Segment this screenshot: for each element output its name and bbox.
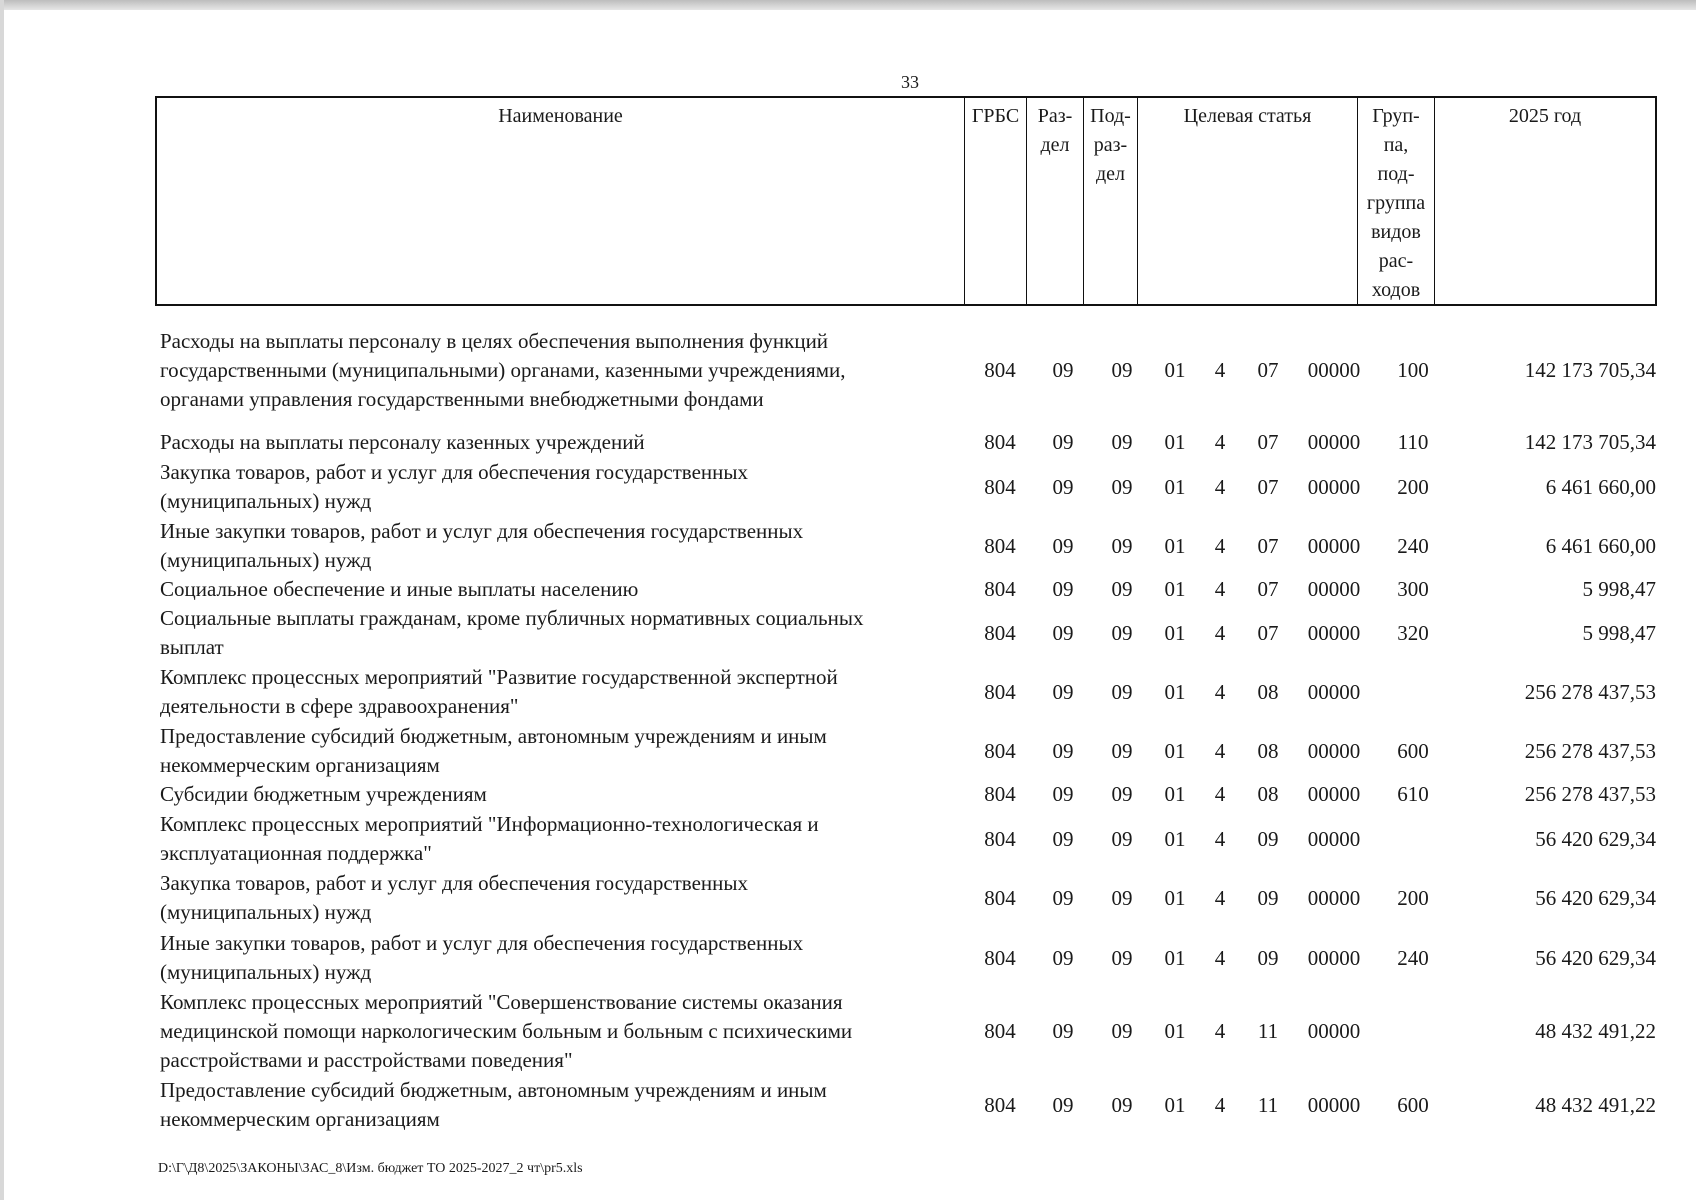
- header-target-article-label: Целевая статья: [1183, 105, 1312, 127]
- header-podrazdel: [1084, 98, 1138, 304]
- row-grbs: 804: [984, 474, 1016, 499]
- row-name-line: выплат: [160, 635, 224, 659]
- row-razdel: 09: [1052, 1019, 1074, 1043]
- row-amount: 56 420 629,34: [1535, 826, 1656, 851]
- row-razdel: 09: [1052, 577, 1074, 601]
- row-target-article-complex: 08: [1257, 679, 1279, 704]
- row-podrazdel: 09: [1111, 738, 1133, 763]
- row-podrazdel: 09: [1111, 782, 1133, 806]
- row-name: [160, 780, 960, 809]
- row-name-line: Социальное обеспечение и иные выплаты населению: [160, 577, 639, 601]
- header-razdel-line: Раз-: [1037, 105, 1073, 127]
- row-target-article-complex: 11: [1257, 1092, 1279, 1117]
- row-name-line: эксплуатационная поддержка": [160, 841, 432, 865]
- row-target-article-program: 01: [1164, 533, 1186, 558]
- row-razdel: 09: [1052, 782, 1074, 806]
- row-target-article-complex: 07: [1257, 430, 1279, 454]
- row-grbs: 804: [984, 620, 1016, 645]
- row-razdel: 09: [1052, 885, 1074, 910]
- row-target-article-direction: 00000: [1307, 826, 1361, 851]
- row-expense-group: 100: [1397, 358, 1429, 382]
- row-name-line: (муниципальных) нужд: [160, 960, 372, 984]
- row-name-line: деятельности в сфере здравоохранения": [160, 694, 519, 718]
- row-podrazdel: 09: [1111, 474, 1133, 499]
- row-podrazdel: 09: [1111, 533, 1133, 558]
- row-expense-group: 610: [1397, 782, 1429, 806]
- header-razdel-line: дел: [1040, 134, 1070, 156]
- row-amount: 6 461 660,00: [1545, 533, 1656, 558]
- row-amount: 256 278 437,53: [1524, 679, 1656, 704]
- row-name-line: Комплекс процессных мероприятий "Совершенствование системы оказания: [160, 990, 843, 1014]
- row-name: [160, 428, 960, 457]
- row-target-article-program: 01: [1164, 474, 1186, 499]
- header-grbs: [965, 98, 1027, 304]
- row-amount: 6 461 660,00: [1545, 474, 1656, 499]
- row-name-line: Иные закупки товаров, работ и услуг для обеспечения государственных: [160, 519, 804, 543]
- page-number: 33: [901, 72, 919, 92]
- row-target-article-direction: 00000: [1307, 782, 1361, 806]
- row-target-article-type: 4: [1214, 577, 1226, 601]
- row-podrazdel: 09: [1111, 620, 1133, 645]
- row-target-article-complex: 11: [1257, 1019, 1279, 1043]
- header-podrazdel-line: Под-: [1090, 105, 1131, 127]
- row-expense-group: 240: [1397, 533, 1429, 558]
- header-podrazdel-line: дел: [1095, 163, 1126, 185]
- row-amount: 256 278 437,53: [1524, 782, 1656, 806]
- header-target-article: [1138, 98, 1358, 304]
- row-name-line: медицинской помощи наркологическим больным и больным с психическими: [160, 1019, 853, 1043]
- row-target-article-program: 01: [1164, 885, 1186, 910]
- header-podrazdel-line: раз-: [1093, 134, 1128, 156]
- row-amount: 5 998,47: [1582, 577, 1656, 601]
- row-grbs: 804: [984, 358, 1016, 382]
- row-podrazdel: 09: [1111, 826, 1133, 851]
- row-razdel: 09: [1052, 533, 1074, 558]
- row-name: [160, 458, 960, 516]
- row-target-article-type: 4: [1214, 430, 1226, 454]
- row-razdel: 09: [1052, 679, 1074, 704]
- row-amount: 142 173 705,34: [1524, 430, 1656, 454]
- row-expense-group: 200: [1397, 885, 1429, 910]
- row-name-line: органами управления государственными внебюджетными фондами: [160, 387, 764, 411]
- header-grbs-label: ГРБС: [971, 105, 1020, 127]
- row-target-article-direction: 00000: [1307, 1092, 1361, 1117]
- row-podrazdel: 09: [1111, 358, 1133, 382]
- row-target-article-complex: 09: [1257, 885, 1279, 910]
- row-grbs: 804: [984, 945, 1016, 970]
- row-grbs: 804: [984, 885, 1016, 910]
- row-expense-group: 320: [1397, 620, 1429, 645]
- header-group-line: видов: [1371, 221, 1421, 243]
- row-target-article-direction: 00000: [1307, 533, 1361, 558]
- row-target-article-complex: 08: [1257, 782, 1279, 806]
- row-name-line: Предоставление субсидий бюджетным, автономным учреждениям и иным: [160, 1078, 827, 1102]
- row-expense-group: 600: [1397, 1092, 1429, 1117]
- row-target-article-direction: 00000: [1307, 620, 1361, 645]
- row-amount: 48 432 491,22: [1535, 1092, 1656, 1117]
- row-grbs: 804: [984, 782, 1016, 806]
- row-target-article-program: 01: [1164, 577, 1186, 601]
- row-razdel: 09: [1052, 474, 1074, 499]
- row-target-article-complex: 07: [1257, 533, 1279, 558]
- row-target-article-program: 01: [1164, 679, 1186, 704]
- row-name-line: Иные закупки товаров, работ и услуг для обеспечения государственных: [160, 931, 804, 955]
- row-name-line: некоммерческим организациям: [160, 753, 440, 777]
- row-name-line: Расходы на выплаты персоналу в целях обеспечения выполнения функций: [160, 329, 829, 353]
- row-name: [160, 575, 960, 604]
- row-name: [160, 327, 960, 414]
- row-expense-group: 200: [1397, 474, 1429, 499]
- header-year: [1435, 98, 1655, 304]
- row-name-line: Комплекс процессных мероприятий "Информационно-технологическая и: [160, 812, 819, 836]
- header-group-line: группа: [1366, 192, 1426, 214]
- row-razdel: 09: [1052, 826, 1074, 851]
- row-amount: 48 432 491,22: [1535, 1019, 1656, 1043]
- row-name-line: (муниципальных) нужд: [160, 900, 372, 924]
- row-grbs: 804: [984, 679, 1016, 704]
- row-target-article-program: 01: [1164, 1092, 1186, 1117]
- row-grbs: 804: [984, 1019, 1016, 1043]
- row-grbs: 804: [984, 577, 1016, 601]
- row-target-article-type: 4: [1214, 358, 1226, 382]
- scan-edge-top: [0, 0, 1696, 10]
- row-razdel: 09: [1052, 1092, 1074, 1117]
- row-name: [160, 869, 960, 927]
- row-amount: 256 278 437,53: [1524, 738, 1656, 763]
- row-expense-group: 110: [1397, 430, 1429, 454]
- row-razdel: 09: [1052, 430, 1074, 454]
- row-target-article-direction: 00000: [1307, 1019, 1361, 1043]
- row-name: [160, 1076, 960, 1134]
- row-name: [160, 517, 960, 575]
- row-name-line: государственными (муниципальными) органами, казенными учреждениями,: [160, 358, 846, 382]
- row-target-article-program: 01: [1164, 945, 1186, 970]
- header-group-line: па,: [1383, 134, 1409, 156]
- row-razdel: 09: [1052, 738, 1074, 763]
- header-group-line: ходов: [1371, 279, 1421, 301]
- row-target-article-complex: 07: [1257, 620, 1279, 645]
- row-name-line: некоммерческим организациям: [160, 1107, 440, 1131]
- row-target-article-direction: 00000: [1307, 885, 1361, 910]
- header-name: [157, 98, 965, 304]
- row-name: [160, 929, 960, 987]
- row-amount: 56 420 629,34: [1535, 945, 1656, 970]
- row-podrazdel: 09: [1111, 679, 1133, 704]
- header-group-line: Груп-: [1372, 105, 1420, 127]
- row-target-article-direction: 00000: [1307, 430, 1361, 454]
- row-podrazdel: 09: [1111, 945, 1133, 970]
- header-year-label: 2025 год: [1508, 105, 1582, 127]
- row-amount: 142 173 705,34: [1524, 358, 1656, 382]
- row-name-line: Предоставление субсидий бюджетным, автономным учреждениям и иным: [160, 724, 827, 748]
- header-name-label: Наименование: [498, 105, 623, 127]
- row-amount: 56 420 629,34: [1535, 885, 1656, 910]
- header-group-line: рас-: [1378, 250, 1414, 272]
- row-target-article-program: 01: [1164, 738, 1186, 763]
- row-target-article-program: 01: [1164, 620, 1186, 645]
- row-name-line: Комплекс процессных мероприятий "Развитие государственной экспертной: [160, 665, 838, 689]
- row-target-article-direction: 00000: [1307, 358, 1361, 382]
- row-name: [160, 722, 960, 780]
- scan-edge-left: [0, 0, 4, 1200]
- row-target-article-complex: 09: [1257, 945, 1279, 970]
- row-expense-group: 600: [1397, 738, 1429, 763]
- row-target-article-direction: 00000: [1307, 679, 1361, 704]
- row-target-article-complex: 07: [1257, 358, 1279, 382]
- row-grbs: 804: [984, 826, 1016, 851]
- row-target-article-type: 4: [1214, 533, 1226, 558]
- row-name-line: Расходы на выплаты персоналу казенных учреждений: [160, 430, 645, 454]
- row-name-line: расстройствами и расстройствами поведения": [160, 1048, 573, 1072]
- file-path-footer: D:\Г\Д8\2025\ЗАКОНЫ\ЗАС_8\Изм. бюджет ТО 2025-2027_2 чт\pr5.xls: [158, 1161, 583, 1176]
- header-group-line: под-: [1377, 163, 1415, 185]
- table-header: [155, 96, 1657, 306]
- row-target-article-type: 4: [1214, 620, 1226, 645]
- row-target-article-type: 4: [1214, 738, 1226, 763]
- row-expense-group: 240: [1397, 945, 1429, 970]
- row-target-article-type: 4: [1214, 826, 1226, 851]
- row-podrazdel: 09: [1111, 430, 1133, 454]
- row-name: [160, 663, 960, 721]
- row-name: [160, 604, 960, 662]
- row-razdel: 09: [1052, 945, 1074, 970]
- row-name-line: Социальные выплаты гражданам, кроме публичных нормативных социальных: [160, 606, 864, 630]
- row-razdel: 09: [1052, 358, 1074, 382]
- row-target-article-complex: 08: [1257, 738, 1279, 763]
- row-amount: 5 998,47: [1582, 620, 1656, 645]
- row-target-article-program: 01: [1164, 826, 1186, 851]
- row-expense-group: 300: [1397, 577, 1429, 601]
- row-target-article-direction: 00000: [1307, 738, 1361, 763]
- row-target-article-direction: 00000: [1307, 474, 1361, 499]
- row-target-article-program: 01: [1164, 358, 1186, 382]
- row-target-article-direction: 00000: [1307, 945, 1361, 970]
- row-target-article-type: 4: [1214, 474, 1226, 499]
- row-podrazdel: 09: [1111, 577, 1133, 601]
- row-target-article-type: 4: [1214, 679, 1226, 704]
- row-target-article-direction: 00000: [1307, 577, 1361, 601]
- row-name: [160, 810, 960, 868]
- row-target-article-program: 01: [1164, 1019, 1186, 1043]
- row-target-article-program: 01: [1164, 430, 1186, 454]
- row-name-line: Закупка товаров, работ и услуг для обеспечения государственных: [160, 460, 749, 484]
- row-podrazdel: 09: [1111, 1019, 1133, 1043]
- row-target-article-type: 4: [1214, 1019, 1226, 1043]
- row-podrazdel: 09: [1111, 1092, 1133, 1117]
- row-target-article-type: 4: [1214, 782, 1226, 806]
- header-expense-group: [1358, 98, 1435, 304]
- row-podrazdel: 09: [1111, 885, 1133, 910]
- row-name: [160, 988, 960, 1075]
- row-target-article-type: 4: [1214, 1092, 1226, 1117]
- row-name-line: Закупка товаров, работ и услуг для обеспечения государственных: [160, 871, 749, 895]
- row-target-article-complex: 07: [1257, 474, 1279, 499]
- row-target-article-type: 4: [1214, 945, 1226, 970]
- row-name-line: (муниципальных) нужд: [160, 489, 372, 513]
- row-grbs: 804: [984, 738, 1016, 763]
- row-grbs: 804: [984, 430, 1016, 454]
- row-target-article-program: 01: [1164, 782, 1186, 806]
- row-target-article-complex: 07: [1257, 577, 1279, 601]
- row-name-line: (муниципальных) нужд: [160, 548, 372, 572]
- row-grbs: 804: [984, 533, 1016, 558]
- row-grbs: 804: [984, 1092, 1016, 1117]
- row-target-article-complex: 09: [1257, 826, 1279, 851]
- header-razdel: [1027, 98, 1084, 304]
- row-target-article-type: 4: [1214, 885, 1226, 910]
- row-name-line: Субсидии бюджетным учреждениям: [160, 782, 487, 806]
- row-razdel: 09: [1052, 620, 1074, 645]
